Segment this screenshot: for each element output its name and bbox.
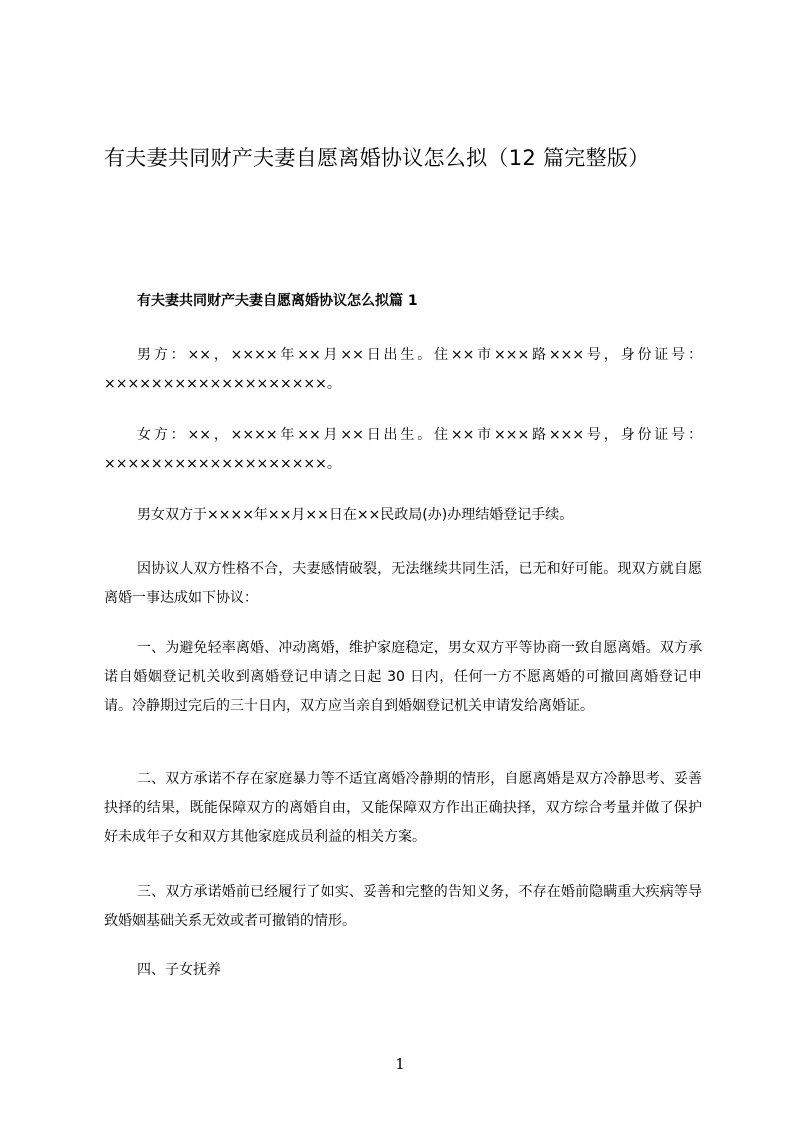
paragraph-clause-3: 三、双方承诺婚前已经履行了如实、妥善和完整的告知义务，不存在婚前隐瞒重大疾病等导致婚姻基础关系无效或者可撤销的情形。 [104,884,702,929]
paragraph-female-party: 女方：××，××××年××月××日出生。住××市×××路×××号，身份证号：×××××××××××××××××××。 [104,427,702,472]
section-heading: 有夫妻共同财产夫妻自愿离婚协议怎么拟篇 1 [137,293,418,309]
paragraph-clause-4-heading: 四、子女抚养 [137,962,221,978]
paragraph-reason: 因协议人双方性格不合，夫妻感情破裂，无法继续共同生活，已无和好可能。现双方就自愿离婚一事达成如下协议： [104,561,702,606]
paragraph-clause-1: 一、为避免轻率离婚、冲动离婚，维护家庭稳定，男女双方平等协商一致自愿离婚。双方承诺自婚姻登记机关收到离婚登记申请之日起 30 日内，任何一方不愿离婚的可撤回离婚登记申请。冷静期过完后的三十日内，双方应当亲自到婚姻登记机关申请发给离婚证。 [104,640,702,714]
paragraph-male-party: 男方：××，××××年××月××日出生。住××市×××路×××号，身份证号：×××××××××××××××××××。 [104,347,702,392]
page-number: 1 [395,1055,405,1073]
paragraph-clause-2: 二、双方承诺不存在家庭暴力等不适宜离婚冷静期的情形，自愿离婚是双方冷静思考、妥善抉择的结果，既能保障双方的离婚自由，又能保障双方作出正确抉择，双方综合考量并做了保护好未成年子女和双方其他家庭成员利益的相关方案。 [104,771,702,845]
paragraph-marriage-registration: 男女双方于××××年××月××日在××民政局(办)办理结婚登记手续。 [137,507,574,523]
document-title: 有夫妻共同财产夫妻自愿离婚协议怎么拟（12 篇完整版） [104,146,650,170]
